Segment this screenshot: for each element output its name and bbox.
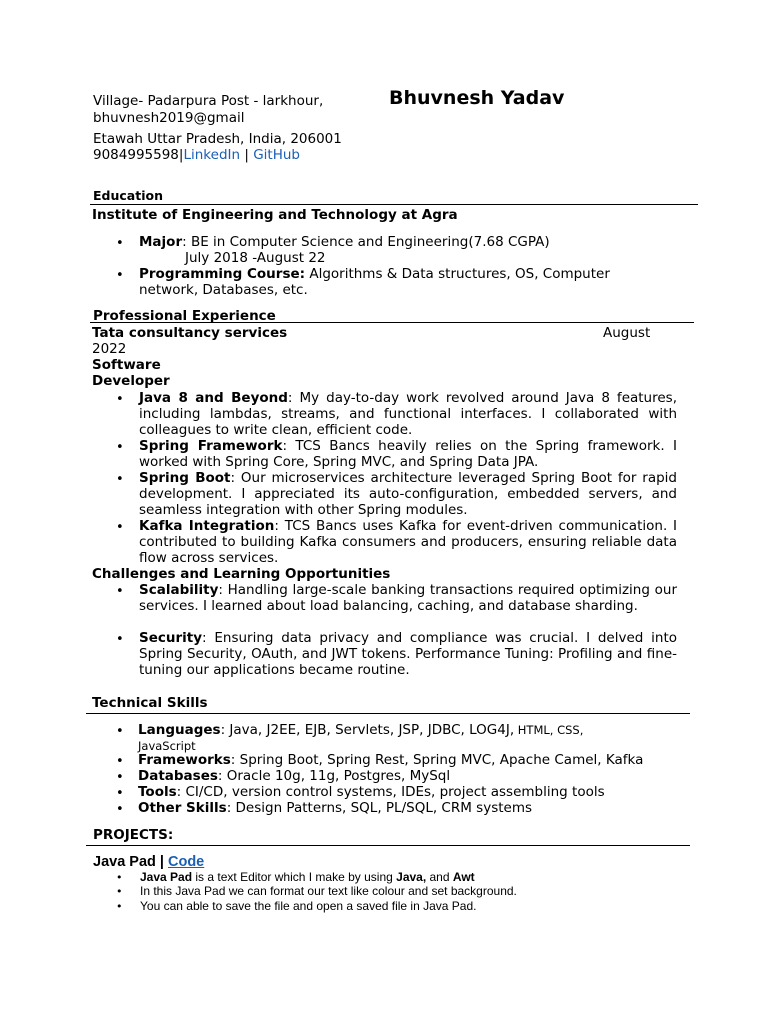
- item-bold: Java Pad: [140, 870, 193, 884]
- projects-rule: [86, 845, 690, 846]
- bullet: •: [116, 584, 124, 599]
- item-bold: Java,: [396, 870, 427, 884]
- bullet: •: [116, 802, 124, 817]
- project-title: [93, 854, 204, 870]
- project-item: You can able to save the file and open a saved file in Java Pad.: [140, 899, 477, 913]
- project-item: In this Java Pad we can format our text like colour and set background.: [140, 884, 517, 898]
- education-heading: Education: [93, 188, 163, 203]
- project-item: [140, 870, 475, 884]
- education-major: [139, 234, 550, 250]
- item-text: : Our microservices architecture leveraged Spring Boot for rapid development. I appreciated its auto-configuration, embedded servers, and seamless integration with other Spring modules.: [139, 470, 677, 518]
- item-bold: Awt: [452, 870, 475, 884]
- separator: |: [240, 147, 254, 163]
- bullet: •: [116, 472, 124, 487]
- challenge-item: [139, 630, 677, 678]
- item-text: : TCS Bancs uses Kafka for event-driven communication. I contributed to building Kafka consumers and producers, ensuring reliable data flow across services.: [139, 518, 678, 566]
- role-line-1: Software: [92, 357, 161, 373]
- bullet: •: [116, 236, 124, 251]
- date-year: 2022: [92, 341, 127, 357]
- role-line-2: Developer: [92, 373, 170, 389]
- skill-label: Tools: [138, 784, 177, 800]
- bullet: •: [116, 724, 124, 739]
- bullet: •: [116, 885, 123, 898]
- project-name: Java Pad |: [93, 854, 168, 870]
- skill-text: : Java, J2EE, EJB, Servlets, JSP, JDBC, LOG4J,: [220, 722, 515, 738]
- major-label: Major: [139, 234, 183, 250]
- skill-languages: [138, 722, 583, 738]
- date-start: August: [603, 325, 651, 341]
- major-text: : BE in Computer Science and Engineering(7.68 CGPA): [182, 234, 550, 250]
- course-label: Programming Course:: [139, 266, 306, 282]
- projects-heading: PROJECTS:: [93, 827, 174, 843]
- skill-text: : Spring Boot, Spring Rest, Spring MVC, Apache Camel, Kafka: [230, 752, 644, 768]
- institute-name: Institute of Engineering and Technology at Agra: [92, 207, 458, 223]
- item-label: Spring Boot: [139, 470, 231, 486]
- bullet: •: [116, 520, 124, 535]
- bullet: •: [116, 440, 124, 455]
- skill-label: Other Skills: [138, 800, 227, 816]
- item-text: : Ensuring data privacy and compliance was crucial. I delved into Spring Security, OAuth, and JWT tokens. Performance Tuning: Profiling and fine-tuning our applications became routine.: [139, 630, 677, 678]
- bullet: •: [116, 754, 124, 769]
- separator: |: [178, 147, 184, 163]
- bullet: •: [116, 871, 123, 884]
- skills-heading: Technical Skills: [92, 695, 208, 711]
- address-line-1: Village- Padarpura Post - larkhour,: [93, 93, 324, 109]
- phone: 9084995598: [93, 147, 179, 163]
- item-label: Scalability: [139, 582, 219, 598]
- skills-rule: [86, 713, 690, 714]
- experience-item: [139, 518, 677, 566]
- skill-label: Frameworks: [138, 752, 231, 768]
- skill-label: Databases: [138, 768, 218, 784]
- experience-item: [139, 470, 677, 518]
- education-course: [139, 266, 649, 298]
- skill-tools: [138, 784, 605, 800]
- bullet: •: [116, 786, 124, 801]
- skill-frameworks: [138, 752, 643, 768]
- address-line-2: Etawah Uttar Pradesh, India, 206001: [93, 131, 342, 147]
- skill-languages-cont: JavaScript: [138, 739, 196, 753]
- bullet: •: [116, 900, 123, 913]
- company-name: Tata consultancy services: [92, 325, 288, 341]
- bullet: •: [116, 632, 124, 647]
- experience-item: [139, 390, 677, 438]
- experience-rule: [90, 322, 694, 323]
- github-link[interactable]: GitHub: [253, 147, 300, 163]
- item-text: : My day-to-day work revolved around Java 8 features, including lambdas, streams, and functional interfaces. I collaborated with colleagues to write clean, efficient code.: [139, 390, 678, 438]
- contact-line: [93, 147, 300, 163]
- challenges-heading: Challenges and Learning Opportunities: [92, 566, 391, 582]
- bullet: •: [116, 268, 124, 283]
- education-dates: July 2018 -August 22: [185, 250, 326, 266]
- education-rule: [90, 204, 698, 205]
- bullet: •: [116, 392, 124, 407]
- item-label: Spring Framework: [139, 438, 283, 454]
- bullet: •: [116, 770, 124, 785]
- email: bhuvnesh2019@gmail: [93, 110, 245, 126]
- challenge-item: [139, 582, 677, 614]
- item-text: and: [426, 870, 453, 884]
- skill-label: Languages: [138, 722, 221, 738]
- skill-text-small: HTML, CSS,: [514, 723, 584, 737]
- skill-text: : Design Patterns, SQL, PL/SQL, CRM systems: [226, 800, 533, 816]
- skill-text: : Oracle 10g, 11g, Postgres, MySql: [217, 768, 451, 784]
- item-label: Security: [139, 630, 203, 646]
- skill-databases: [138, 768, 450, 784]
- item-text: is a text Editor which I make by using: [192, 870, 397, 884]
- skill-other: [138, 800, 532, 816]
- course-text: Algorithms & Data structures, OS, Computer network, Databases, etc.: [139, 266, 610, 298]
- experience-item: [139, 438, 677, 470]
- skill-text: : CI/CD, version control systems, IDEs, project assembling tools: [176, 784, 605, 800]
- item-label: Java 8 and Beyond: [139, 390, 288, 406]
- project-code-link[interactable]: Code: [168, 854, 205, 870]
- item-text: : TCS Bancs heavily relies on the Spring framework. I worked with Spring Core, Spring MVC, and Spring Data JPA.: [139, 438, 677, 470]
- linkedin-link[interactable]: LinkedIn: [183, 147, 241, 163]
- candidate-name: Bhuvnesh Yadav: [389, 87, 565, 109]
- item-label: Kafka Integration: [139, 518, 275, 534]
- experience-heading: Professional Experience: [93, 308, 276, 324]
- item-text: : Handling large-scale banking transactions required optimizing our services. I learned about load balancing, caching, and database sharding.: [139, 582, 677, 614]
